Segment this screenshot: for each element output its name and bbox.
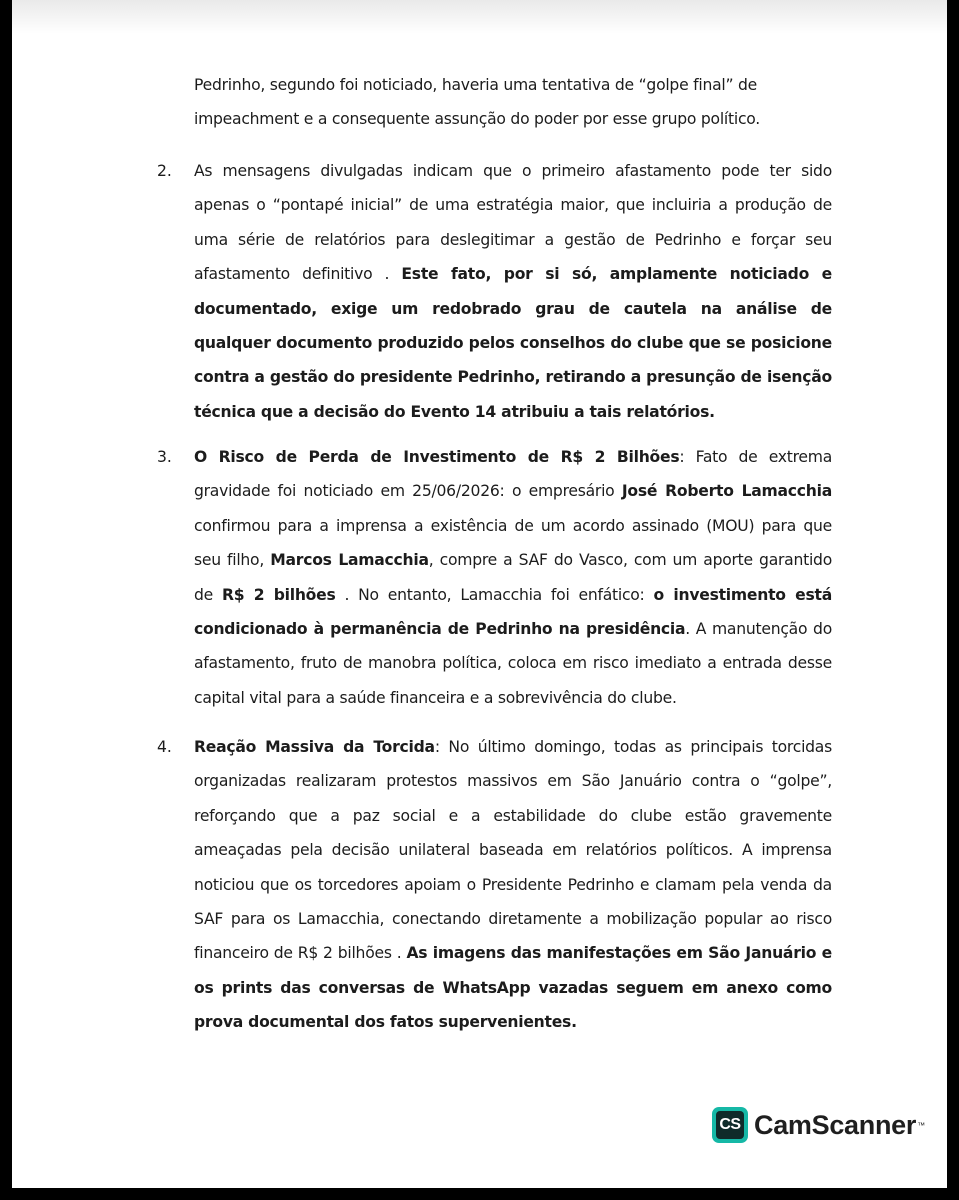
text-run: , compre a SAF do Vasco, com um aporte garantido de bbox=[194, 551, 832, 604]
bold-text-run: As imagens das manifestações em São Januário e os prints das conversas de WhatsApp vazadas seguem em anexo como prova documental dos fatos supervenientes. bbox=[194, 944, 833, 1032]
text-run: confirmou para a imprensa a existência de um acordo assinado (MOU) para que seu filho, bbox=[194, 516, 832, 570]
bold-text-run: Este fato, por si só, amplamente noticiado e documentado, exige um redobrado grau de cautela na análise de qualquer documento produzido pelos conselhos do clube que se posicione contra a gestão do presidente Pedrinho, retirando a presunção de isenção técnica que a decisão do Evento 14 atribuiu a tais relatórios. bbox=[194, 265, 832, 421]
text-run: . A manutenção do afastamento, fruto de manobra política, coloca em risco imediato a entrada desse capital vital para a saúde financeira e a sobrevivência do clube. bbox=[194, 620, 832, 707]
text-run: : Fato de extrema gravidade foi noticiado em 25/06/2026: o empresário bbox=[194, 448, 833, 501]
item-number: 2. bbox=[157, 162, 172, 180]
text-run: . No entanto, Lamacchia foi enfático: bbox=[335, 585, 654, 604]
trademark-mark: ™ bbox=[917, 1121, 926, 1130]
bold-text-run: O Risco de Perda de Investimento de R$ 2 Bilhões bbox=[194, 448, 680, 466]
bold-text-run: o investimento está condicionado à permanência de Pedrinho na presidência bbox=[194, 585, 832, 639]
item-paragraph bbox=[194, 154, 832, 429]
item-number: 3. bbox=[157, 448, 172, 466]
bold-text-run: Marcos Lamacchia bbox=[270, 551, 429, 570]
text-run: As mensagens divulgadas indicam que o primeiro afastamento pode ter sido apenas o “pontapé inicial” de uma estratégia maior, que incluiria a produção de uma série de relatórios para deslegitimar a gestão de Pedrinho e forçar seu afastamento definitivo . bbox=[194, 162, 832, 284]
text-run: : No último domingo, todas as principais torcidas organizadas realizaram protestos massivos em São Januário contra o “golpe”, reforçando que a paz social e a estabilidade do clube estão gravemente ameaçadas pela decisão unilateral baseada em relatórios políticos. A imprensa noticiou que os torcedores apoiam o Presidente Pedrinho e clamam pela venda da SAF para os Lamacchia, conectando diretamente a mobilização popular ao risco financeiro de R$ 2 bilhões . bbox=[194, 738, 832, 963]
intro-paragraph bbox=[194, 68, 832, 137]
bold-text-run: R$ 2 bilhões bbox=[221, 585, 336, 604]
intro-line: impeachment e a consequente assunção do poder por esse grupo político. bbox=[194, 110, 760, 129]
intro-line: Pedrinho, segundo foi noticiado, haveria uma tentativa de “golpe final” de bbox=[194, 76, 758, 94]
camscanner-wordmark: CamScanner bbox=[754, 1109, 917, 1140]
document-body bbox=[12, 0, 947, 1188]
camscanner-watermark bbox=[712, 1107, 925, 1143]
item-paragraph bbox=[194, 440, 832, 715]
camscanner-logo-icon bbox=[712, 1107, 748, 1143]
bold-text-run: José Roberto Lamacchia bbox=[621, 482, 833, 501]
item-number: 4. bbox=[157, 738, 172, 756]
document-page bbox=[12, 0, 947, 1188]
bold-text-run: Reação Massiva da Torcida bbox=[194, 738, 435, 756]
item-paragraph bbox=[194, 730, 832, 1040]
camscanner-badge-text: CS bbox=[716, 1111, 744, 1139]
